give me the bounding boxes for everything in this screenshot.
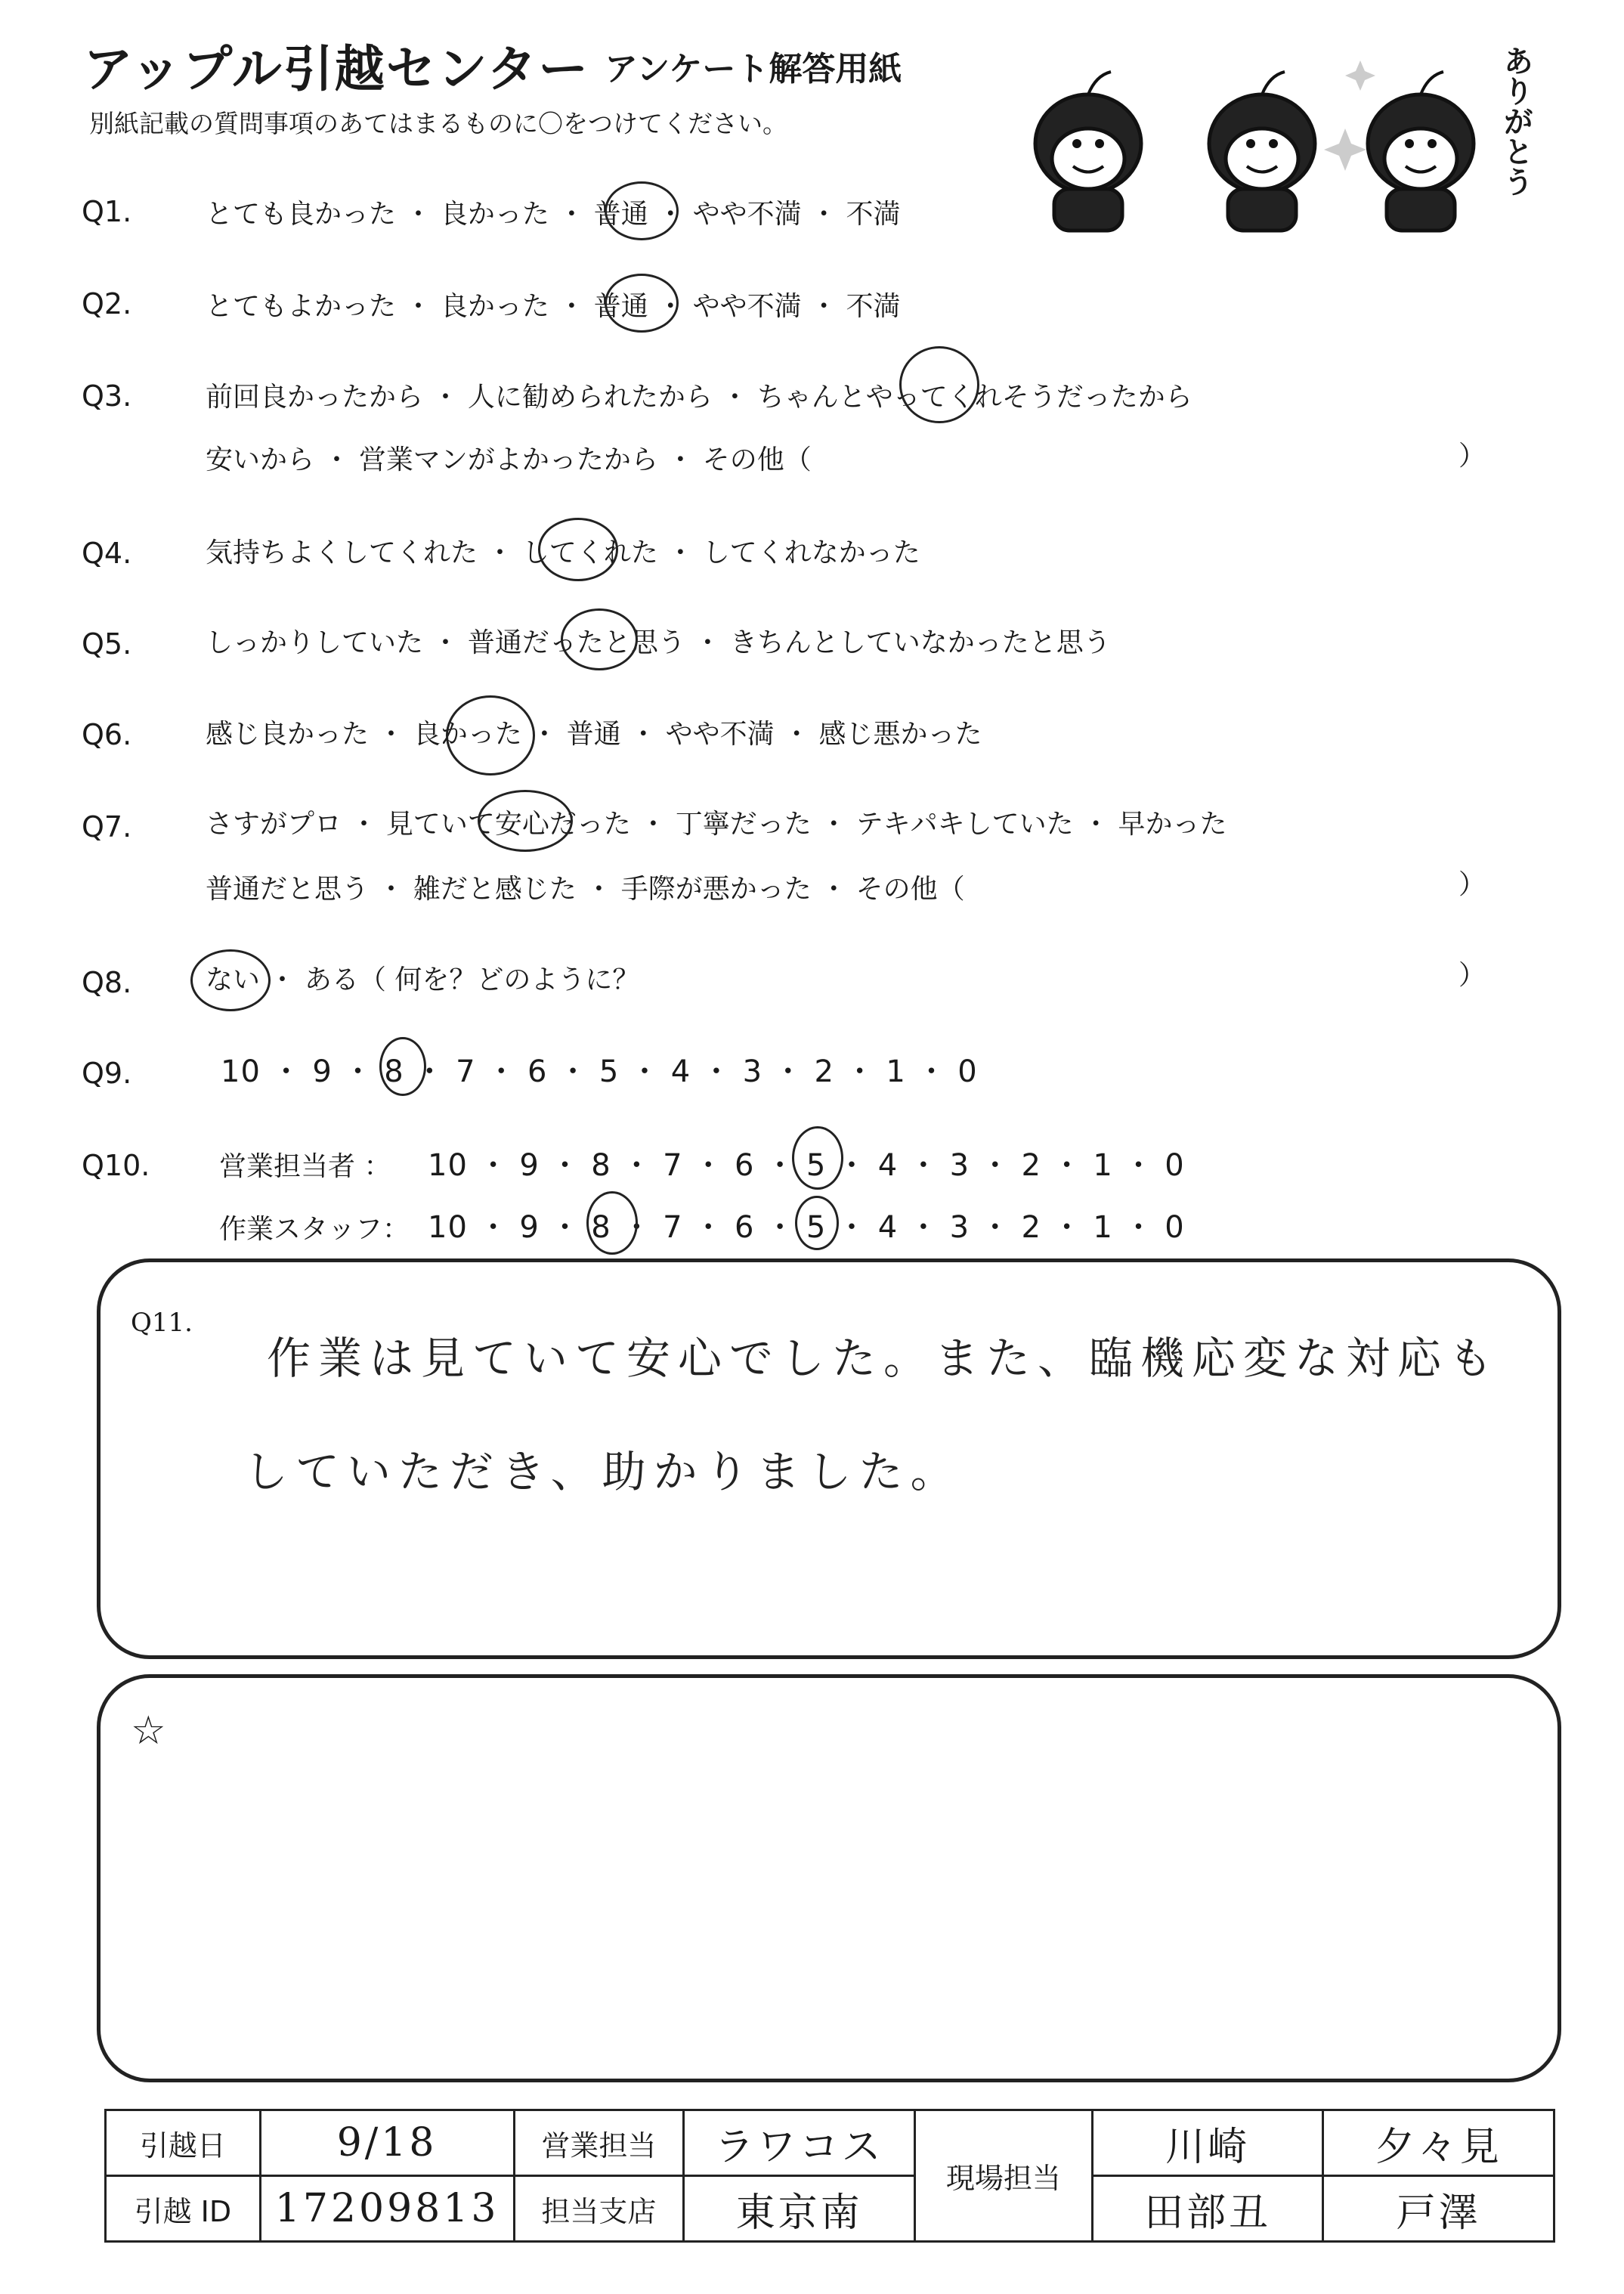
q10-staff-label: 作業スタッフ： [219,1214,410,1245]
move-date-value: 9/18 [260,2110,514,2176]
q8-options: ない ・ ある（ 何を？どのように？ [206,964,640,995]
q5-options: しっかりしていた ・ 普通だったと思う ・ きちんとしていなかったと思う [206,627,1111,658]
mascot-caption: ありがとう [1499,45,1533,197]
q5-label: Q5. [82,627,132,661]
move-date-label: 引越日 [106,2110,261,2176]
q1-options: とても良かった ・ 良かった ・ 普通 ・ やや不満 ・ 不満 [206,199,901,230]
q8-answer-circle [190,949,271,1011]
q7-label: Q7. [82,810,132,844]
star-comment-box [97,1674,1561,2082]
q9-answer-circle [379,1037,426,1096]
q4-label: Q4. [82,537,132,570]
q11-label: Q11. [131,1308,193,1338]
q3-label: Q3. [82,379,132,413]
move-id-value: 17209813 [260,2176,514,2242]
q10-staff-answer-circle-1 [586,1191,638,1255]
q6-options: 感じ良かった ・ 良かった ・ 普通 ・ やや不満 ・ 感じ悪かった [206,719,982,750]
q4-answer-circle [538,518,618,581]
q10-label: Q10. [82,1149,150,1182]
q11-comment-box [97,1258,1561,1659]
q10-sales-label: 営業担当者 ： [219,1151,391,1182]
site-staff-label: 現場担当 [914,2110,1092,2242]
site-staff-1: 川崎 [1092,2110,1323,2176]
q2-options: とてもよかった ・ 良かった ・ 普通 ・ やや不満 ・ 不満 [206,291,901,322]
q10-sales-answer-circle [792,1126,843,1190]
q7-options-line2: 普通だと思う ・ 雑だと感じた ・ 手際が悪かった ・ その他（ [206,874,965,905]
q1-label: Q1. [82,195,132,228]
q3-options-line1: 前回良かったから ・ 人に勧められたから ・ ちゃんとやってくれそうだったから [206,382,1192,413]
mascot-illustration [1013,30,1542,234]
q5-answer-circle [561,608,638,670]
q3-close-paren: ） [1459,441,1486,472]
q6-label: Q6. [82,718,132,751]
q10-sales-scale: 10 ・ 9 ・ 8 ・ 7 ・ 6 ・ 5 ・ 4 ・ 3 ・ 2 ・ 1 ・ 0 [428,1148,1185,1183]
branch-label: 担当支店 [514,2176,684,2242]
star-icon: ☆ [131,1708,166,1754]
q1-answer-circle [605,181,679,240]
branch-value: 東京南 [684,2176,915,2242]
q10-staff-scale: 10 ・ 9 ・ 8 ・ 7 ・ 6 ・ 5 ・ 4 ・ 3 ・ 2 ・ 1 ・ 0 [428,1210,1185,1245]
q11-comment-line1: 作業は見ていて安心でした。また、臨機応変な対応も [267,1333,1501,1384]
q11-comment-line2: していただき、助かりました。 [244,1446,962,1497]
instruction-text: 別紙記載の質問事項のあてはまるものに〇をつけてください。 [89,109,787,138]
q7-options-line1: さすがプロ ・ 見ていて安心だった ・ 丁寧だった ・ テキパキしていた ・ 早かった [206,809,1227,840]
sales-rep-value: ラワコス [684,2110,915,2176]
sales-rep-label: 営業担当 [514,2110,684,2176]
site-staff-3: 田部丑 [1092,2176,1323,2242]
form-subtitle: アンケート解答用紙 [605,50,902,88]
q7-answer-circle [478,790,573,852]
gorilla-mascots-icon [1013,30,1542,234]
q8-label: Q8. [82,966,132,999]
q6-answer-circle [446,695,535,776]
q9-label: Q9. [82,1057,132,1090]
q4-options: 気持ちよくしてくれた ・ してくれた ・ してくれなかった [206,537,920,568]
q2-label: Q2. [82,287,132,320]
q7-close-paren: ） [1459,869,1486,900]
footer-info-table [104,2109,1555,2243]
site-staff-2: 夕々見 [1323,2110,1554,2176]
move-id-label: 引越 ID [106,2176,261,2242]
q3-answer-circle [899,346,979,423]
q9-scale: 10 ・ 9 ・ 8 ・ 7 ・ 6 ・ 5 ・ 4 ・ 3 ・ 2 ・ 1 ・ 0 [221,1054,978,1089]
q3-options-line2: 安いから ・ 営業マンがよかったから ・ その他（ [206,444,812,475]
q2-answer-circle [605,274,679,333]
q10-staff-answer-circle-2 [795,1196,839,1250]
q8-close-paren: ） [1459,960,1486,991]
form-title: アップル引越センター [83,40,590,98]
site-staff-4: 戸澤 [1323,2176,1554,2242]
